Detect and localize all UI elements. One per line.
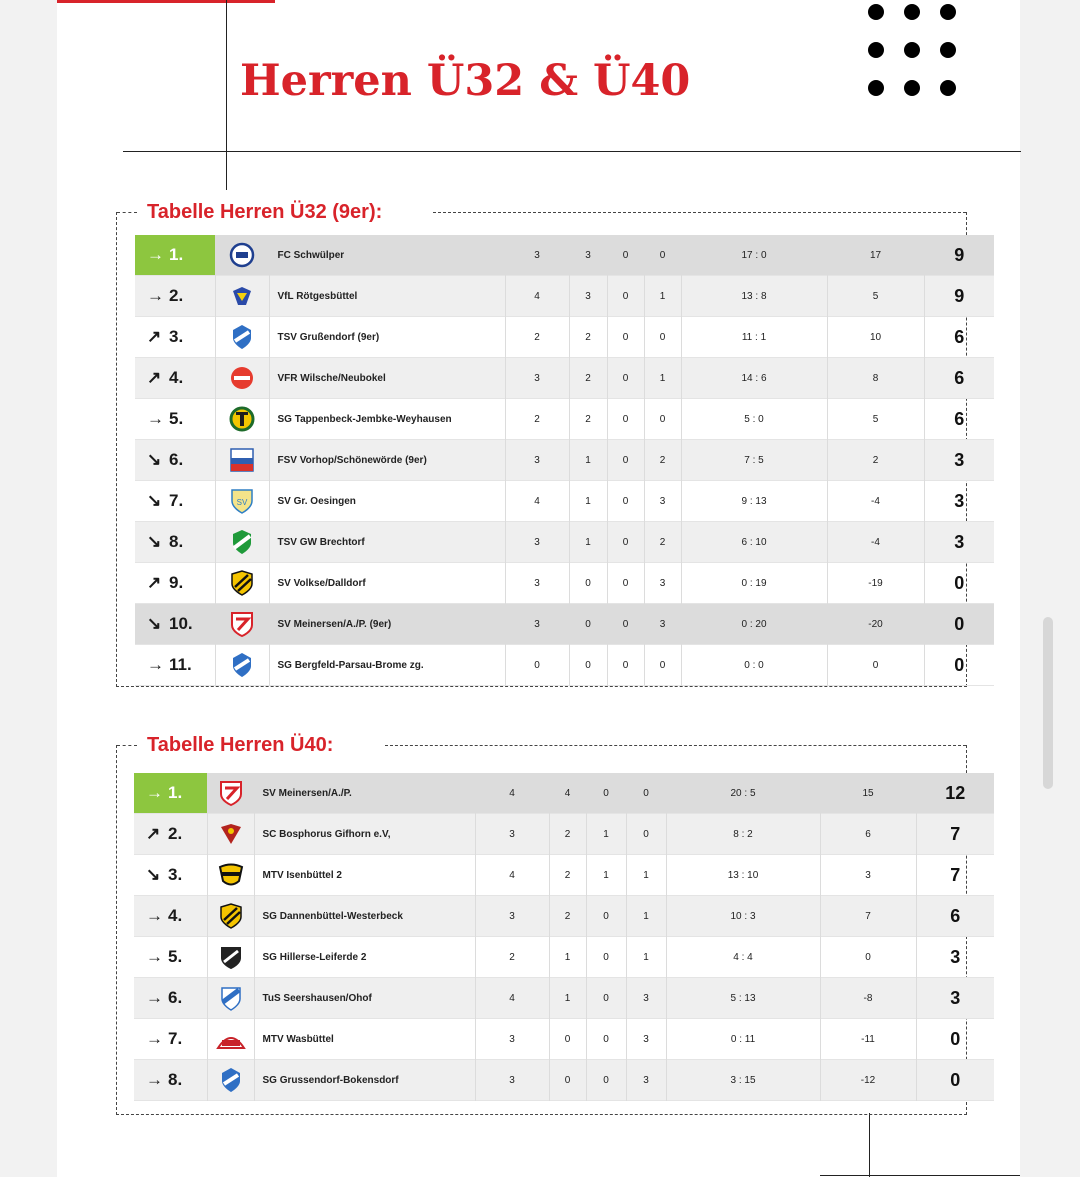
team-name: SV Volkse/Dalldorf [269, 563, 505, 604]
points: 0 [924, 563, 994, 604]
section-title-u40: Tabelle Herren Ü40: [147, 734, 334, 756]
points: 3 [916, 978, 994, 1019]
goals: 0 : 11 [666, 1019, 820, 1060]
losses: 2 [644, 522, 681, 563]
wins: 2 [569, 358, 607, 399]
standings-table-u32 [135, 235, 994, 686]
position-cell [135, 276, 215, 317]
games-played: 3 [505, 440, 569, 481]
wins: 2 [569, 399, 607, 440]
goal-difference: 2 [827, 440, 924, 481]
wins: 1 [569, 522, 607, 563]
draws: 1 [586, 814, 626, 855]
goal-difference: -4 [827, 522, 924, 563]
goal-difference: -8 [820, 978, 916, 1019]
trend-arrow-icon: → [147, 245, 164, 264]
logo-cell [215, 481, 269, 522]
logo-cell [207, 978, 254, 1019]
goal-difference: 15 [820, 773, 916, 814]
standings-table-u40 [134, 773, 994, 1101]
team-logo-icon [216, 487, 269, 515]
trend-arrow-icon: ↘ [147, 614, 162, 633]
table-row [135, 563, 994, 604]
decorative-vertical-line-bottom [869, 1113, 870, 1177]
games-played: 4 [475, 855, 549, 896]
goals: 5 : 13 [666, 978, 820, 1019]
goal-difference: 8 [827, 358, 924, 399]
trend-arrow-icon: ↗ [147, 327, 162, 346]
points: 3 [924, 522, 994, 563]
position: 3. [169, 327, 184, 346]
logo-cell [215, 522, 269, 563]
logo-cell [215, 645, 269, 686]
goal-difference: -11 [820, 1019, 916, 1060]
position: 6. [168, 988, 183, 1007]
logo-cell [207, 937, 254, 978]
points: 3 [924, 440, 994, 481]
position-cell [135, 317, 215, 358]
goals: 4 : 4 [666, 937, 820, 978]
draws: 0 [586, 1019, 626, 1060]
games-played: 3 [505, 522, 569, 563]
position-cell [134, 1019, 207, 1060]
trend-arrow-icon: → [147, 286, 164, 305]
position: 5. [169, 409, 184, 428]
wins: 0 [569, 604, 607, 645]
table-row [135, 317, 994, 358]
team-name: SC Bosphorus Gifhorn e.V, [254, 814, 475, 855]
goals: 7 : 5 [681, 440, 827, 481]
wins: 2 [569, 317, 607, 358]
team-name: TSV GW Brechtorf [269, 522, 505, 563]
logo-cell [207, 896, 254, 937]
points: 6 [924, 399, 994, 440]
losses: 3 [626, 1019, 666, 1060]
team-logo-icon [216, 569, 269, 597]
position-cell [135, 522, 215, 563]
team-logo-icon [216, 406, 269, 432]
team-name: TSV Grußendorf (9er) [269, 317, 505, 358]
losses: 2 [644, 440, 681, 481]
goal-difference: -19 [827, 563, 924, 604]
team-logo-icon [208, 1066, 254, 1094]
trend-arrow-icon: ↘ [146, 865, 161, 884]
wins: 0 [569, 563, 607, 604]
goal-difference: 5 [827, 276, 924, 317]
logo-cell [207, 773, 254, 814]
games-played: 4 [505, 481, 569, 522]
losses: 1 [626, 937, 666, 978]
draws: 1 [586, 855, 626, 896]
points: 9 [924, 235, 994, 276]
logo-cell [215, 399, 269, 440]
goals: 10 : 3 [666, 896, 820, 937]
position: 1. [168, 783, 183, 802]
table-row [134, 1060, 994, 1101]
wins: 0 [549, 1060, 586, 1101]
draws: 0 [586, 937, 626, 978]
table-row [134, 814, 994, 855]
goals: 0 : 20 [681, 604, 827, 645]
wins: 3 [569, 235, 607, 276]
trend-arrow-icon: → [146, 988, 163, 1007]
draws: 0 [586, 773, 626, 814]
points: 12 [916, 773, 994, 814]
goal-difference: 6 [820, 814, 916, 855]
draws: 0 [607, 563, 644, 604]
draws: 0 [586, 978, 626, 1019]
goals: 5 : 0 [681, 399, 827, 440]
points: 7 [916, 855, 994, 896]
trend-arrow-icon: ↘ [147, 491, 162, 510]
position: 1. [169, 245, 184, 264]
losses: 3 [626, 1060, 666, 1101]
games-played: 0 [505, 645, 569, 686]
goal-difference: -12 [820, 1060, 916, 1101]
position: 4. [168, 906, 183, 925]
wins: 2 [549, 896, 586, 937]
position: 2. [168, 824, 183, 843]
logo-cell [215, 440, 269, 481]
goals: 13 : 8 [681, 276, 827, 317]
draws: 0 [607, 317, 644, 358]
goals: 0 : 0 [681, 645, 827, 686]
trend-arrow-icon: → [146, 947, 163, 966]
draws: 0 [607, 645, 644, 686]
losses: 1 [626, 896, 666, 937]
position-cell [134, 855, 207, 896]
team-logo-icon [208, 861, 254, 889]
team-name: FC Schwülper [269, 235, 505, 276]
position-cell [134, 937, 207, 978]
position: 4. [169, 368, 184, 387]
points: 0 [916, 1019, 994, 1060]
position-cell [135, 604, 215, 645]
points: 0 [924, 604, 994, 645]
position: 9. [169, 573, 184, 592]
team-logo-icon [216, 365, 269, 391]
scrollbar-thumb[interactable] [1043, 617, 1053, 789]
logo-cell [215, 317, 269, 358]
table-row [134, 937, 994, 978]
trend-arrow-icon: → [146, 1029, 163, 1048]
section-title-u32: Tabelle Herren Ü32 (9er): [147, 201, 383, 223]
trend-arrow-icon: ↘ [147, 532, 162, 551]
trend-arrow-icon: ↗ [147, 368, 162, 387]
wins: 1 [549, 978, 586, 1019]
table-row [135, 276, 994, 317]
points: 6 [924, 317, 994, 358]
table-row [135, 440, 994, 481]
table-row [134, 896, 994, 937]
team-logo-icon [208, 821, 254, 847]
goals: 13 : 10 [666, 855, 820, 896]
table-row [135, 235, 994, 276]
goals: 9 : 13 [681, 481, 827, 522]
table-row [134, 773, 994, 814]
wins: 1 [569, 440, 607, 481]
points: 0 [916, 1060, 994, 1101]
position-cell [135, 399, 215, 440]
team-name: TuS Seershausen/Ohof [254, 978, 475, 1019]
trend-arrow-icon: → [146, 1070, 163, 1089]
losses: 0 [644, 645, 681, 686]
goal-difference: -4 [827, 481, 924, 522]
table-row [135, 399, 994, 440]
trend-arrow-icon: → [147, 655, 164, 674]
team-logo-icon [216, 242, 269, 268]
trend-arrow-icon: → [146, 906, 163, 925]
points: 3 [916, 937, 994, 978]
wins: 2 [549, 855, 586, 896]
position-cell [134, 773, 207, 814]
decorative-horizontal-line [123, 151, 1021, 152]
position: 6. [169, 450, 184, 469]
team-name: VFR Wilsche/Neubokel [269, 358, 505, 399]
logo-cell [215, 358, 269, 399]
goals: 3 : 15 [666, 1060, 820, 1101]
position-cell [134, 896, 207, 937]
goal-difference: 10 [827, 317, 924, 358]
losses: 1 [644, 358, 681, 399]
dots-grid-icon [868, 4, 960, 104]
games-played: 3 [505, 358, 569, 399]
position-cell [135, 235, 215, 276]
goals: 8 : 2 [666, 814, 820, 855]
logo-cell [207, 1019, 254, 1060]
games-played: 2 [505, 317, 569, 358]
games-played: 4 [475, 773, 549, 814]
svg-text:SV: SV [236, 498, 248, 507]
losses: 0 [644, 399, 681, 440]
page-title: Herren Ü32 & Ü40 [240, 56, 691, 106]
logo-cell [207, 814, 254, 855]
draws: 0 [586, 1060, 626, 1101]
goal-difference: 0 [827, 645, 924, 686]
goals: 11 : 1 [681, 317, 827, 358]
team-logo-icon [216, 283, 269, 309]
team-name: SV Gr. Oesingen [269, 481, 505, 522]
team-logo-icon [208, 1028, 254, 1050]
table-row [134, 855, 994, 896]
team-name: SG Bergfeld-Parsau-Brome zg. [269, 645, 505, 686]
position: 3. [168, 865, 183, 884]
trend-arrow-icon: ↘ [147, 450, 162, 469]
position-cell [135, 358, 215, 399]
position: 8. [169, 532, 184, 551]
trend-arrow-icon: → [146, 783, 163, 802]
table-row [135, 481, 994, 522]
games-played: 2 [505, 399, 569, 440]
position-cell [135, 563, 215, 604]
position-cell [135, 645, 215, 686]
goal-difference: 3 [820, 855, 916, 896]
points: 7 [916, 814, 994, 855]
losses: 3 [644, 604, 681, 645]
position: 7. [168, 1029, 183, 1048]
losses: 0 [644, 317, 681, 358]
position-cell [134, 814, 207, 855]
losses: 0 [626, 773, 666, 814]
team-name: SG Dannenbüttel-Westerbeck [254, 896, 475, 937]
team-logo-icon [208, 943, 254, 971]
position-cell [134, 1060, 207, 1101]
trend-arrow-icon: ↗ [146, 824, 161, 843]
games-played: 3 [505, 604, 569, 645]
losses: 3 [644, 563, 681, 604]
top-accent-line [57, 0, 275, 3]
games-played: 2 [475, 937, 549, 978]
table-row [135, 645, 994, 686]
trend-arrow-icon: → [147, 409, 164, 428]
points: 0 [924, 645, 994, 686]
losses: 0 [644, 235, 681, 276]
team-name: SG Tappenbeck-Jembke-Weyhausen [269, 399, 505, 440]
games-played: 3 [475, 896, 549, 937]
games-played: 3 [475, 814, 549, 855]
goal-difference: 17 [827, 235, 924, 276]
goal-difference: 0 [820, 937, 916, 978]
decorative-vertical-line [226, 0, 227, 190]
team-name: SV Meinersen/A./P. [254, 773, 475, 814]
team-name: MTV Isenbüttel 2 [254, 855, 475, 896]
points: 9 [924, 276, 994, 317]
table-row [135, 358, 994, 399]
logo-cell [215, 563, 269, 604]
points: 6 [924, 358, 994, 399]
table-row [134, 1019, 994, 1060]
team-name: SG Hillerse-Leiferde 2 [254, 937, 475, 978]
team-logo-icon [208, 902, 254, 930]
logo-cell [215, 604, 269, 645]
draws: 0 [607, 522, 644, 563]
position: 2. [169, 286, 184, 305]
goal-difference: -20 [827, 604, 924, 645]
games-played: 3 [505, 235, 569, 276]
position-cell [134, 978, 207, 1019]
logo-cell [207, 855, 254, 896]
wins: 1 [569, 481, 607, 522]
goals: 20 : 5 [666, 773, 820, 814]
position: 7. [169, 491, 184, 510]
draws: 0 [607, 235, 644, 276]
position-cell [135, 481, 215, 522]
losses: 3 [644, 481, 681, 522]
wins: 0 [569, 645, 607, 686]
draws: 0 [607, 481, 644, 522]
draws: 0 [607, 399, 644, 440]
draws: 0 [586, 896, 626, 937]
team-name: FSV Vorhop/Schönewörde (9er) [269, 440, 505, 481]
logo-cell [215, 276, 269, 317]
position-cell [135, 440, 215, 481]
team-name: SV Meinersen/A./P. (9er) [269, 604, 505, 645]
goals: 6 : 10 [681, 522, 827, 563]
games-played: 3 [475, 1019, 549, 1060]
trend-arrow-icon: ↗ [147, 573, 162, 592]
team-logo-icon [208, 779, 254, 807]
wins: 4 [549, 773, 586, 814]
goals: 14 : 6 [681, 358, 827, 399]
logo-cell [207, 1060, 254, 1101]
losses: 3 [626, 978, 666, 1019]
team-logo-icon [216, 610, 269, 638]
logo-cell [215, 235, 269, 276]
goal-difference: 7 [820, 896, 916, 937]
wins: 1 [549, 937, 586, 978]
position: 8. [168, 1070, 183, 1089]
goal-difference: 5 [827, 399, 924, 440]
wins: 3 [569, 276, 607, 317]
draws: 0 [607, 440, 644, 481]
wins: 0 [549, 1019, 586, 1060]
team-name: MTV Wasbüttel [254, 1019, 475, 1060]
points: 3 [924, 481, 994, 522]
draws: 0 [607, 604, 644, 645]
goals: 0 : 19 [681, 563, 827, 604]
table-row [135, 604, 994, 645]
games-played: 3 [505, 563, 569, 604]
draws: 0 [607, 276, 644, 317]
team-logo-icon [216, 323, 269, 351]
team-logo-icon [216, 446, 269, 474]
wins: 2 [549, 814, 586, 855]
position: 11. [169, 655, 192, 674]
table-row [135, 522, 994, 563]
position: 10. [169, 614, 193, 633]
team-logo-icon [208, 984, 254, 1012]
losses: 1 [644, 276, 681, 317]
games-played: 4 [475, 978, 549, 1019]
losses: 1 [626, 855, 666, 896]
points: 6 [916, 896, 994, 937]
position: 5. [168, 947, 183, 966]
losses: 0 [626, 814, 666, 855]
goals: 17 : 0 [681, 235, 827, 276]
draws: 0 [607, 358, 644, 399]
decorative-horizontal-line-bottom [820, 1175, 1020, 1176]
team-name: VfL Rötgesbüttel [269, 276, 505, 317]
team-name: SG Grussendorf-Bokensdorf [254, 1060, 475, 1101]
table-row [134, 978, 994, 1019]
games-played: 4 [505, 276, 569, 317]
team-logo-icon [216, 651, 269, 679]
games-played: 3 [475, 1060, 549, 1101]
team-logo-icon [216, 528, 269, 556]
